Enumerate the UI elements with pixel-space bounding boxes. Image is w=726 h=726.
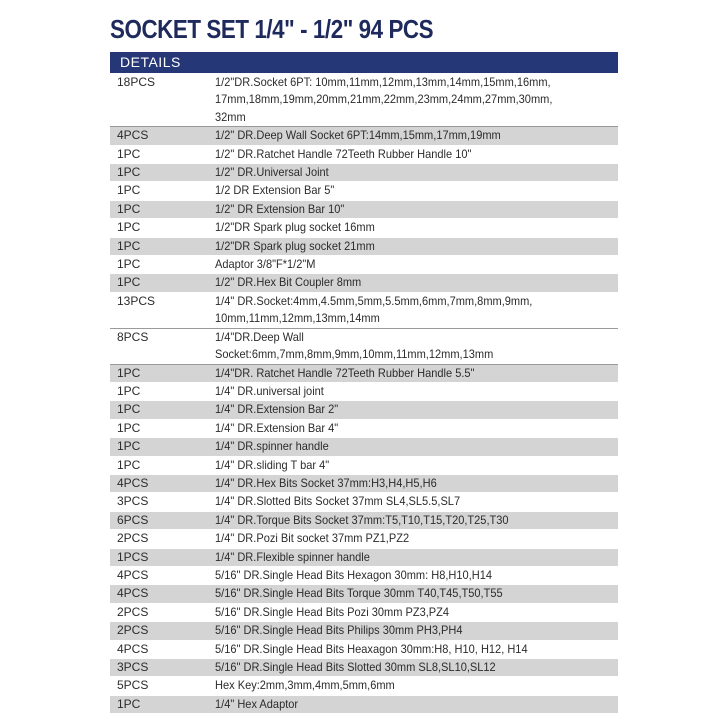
- table-row: [110, 549, 618, 567]
- row-description: Hex Key:2mm,3mm,4mm,5mm,6mm: [215, 678, 395, 693]
- row-quantity: 18PCS: [117, 75, 156, 89]
- row-quantity: 4PCS: [117, 641, 149, 656]
- details-table: [110, 74, 618, 714]
- row-quantity: 1PC: [117, 696, 141, 711]
- row-quantity: 2PCS: [117, 531, 149, 546]
- row-quantity: 2PCS: [117, 604, 149, 619]
- table-row: [110, 74, 618, 127]
- details-header: DETAILS: [110, 52, 618, 73]
- row-quantity: 1PC: [117, 402, 141, 417]
- row-quantity: 8PCS: [117, 329, 149, 344]
- table-row: [110, 438, 618, 456]
- table-row: [110, 512, 618, 530]
- table-row: [110, 164, 618, 182]
- row-description: 1/2" DR.Universal Joint: [215, 165, 329, 180]
- table-row: [110, 383, 618, 401]
- row-description: 1/4" DR.spinner handle: [215, 439, 329, 454]
- row-description: 5/16" DR.Single Head Bits Torque 30mm T40,T45,T50,T55: [215, 586, 503, 601]
- table-row: [110, 420, 618, 438]
- row-description: 1/4" DR.Extension Bar 4": [215, 420, 339, 435]
- row-quantity: 5PCS: [117, 678, 149, 693]
- table-row: [110, 146, 618, 164]
- table-row: [110, 677, 618, 695]
- row-quantity: 1PC: [117, 183, 141, 198]
- table-row: [110, 604, 618, 622]
- row-description: 1/4" DR.Socket:4mm,4.5mm,5mm,5.5mm,6mm,7mm,8mm,9mm, 10mm,11mm,12mm,13mm,14mm: [215, 293, 533, 326]
- row-quantity: 4PCS: [117, 567, 149, 582]
- row-description: 1/4" DR.Torque Bits Socket 37mm:T5,T10,T15,T20,T25,T30: [215, 512, 509, 527]
- table-row: [110, 274, 618, 292]
- row-description: 1/2" DR Extension Bar 10": [215, 201, 345, 216]
- row-description: 5/16" DR.Single Head Bits Hexagon 30mm: H8,H10,H14: [215, 567, 492, 582]
- row-quantity: 4PCS: [117, 586, 149, 601]
- row-description: 1/2" DR.Deep Wall Socket 6PT:14mm,15mm,17mm,19mm: [215, 128, 501, 143]
- row-description: 5/16" DR.Single Head Bits Philips 30mm PH3,PH4: [215, 623, 463, 638]
- table-row: [110, 219, 618, 237]
- row-description: 1/2" DR.Hex Bit Coupler 8mm: [215, 275, 362, 290]
- row-description: 1/4" DR.Pozi Bit socket 37mm PZ1,PZ2: [215, 531, 410, 546]
- row-description: 1/4" DR.Slotted Bits Socket 37mm SL4,SL5.5,SL7: [215, 494, 461, 509]
- table-row: [110, 641, 618, 659]
- row-quantity: 1PCS: [117, 549, 149, 564]
- row-quantity: 2PCS: [117, 623, 149, 638]
- table-row: [110, 365, 618, 383]
- row-description: 1/4" DR.Flexible spinner handle: [215, 549, 370, 564]
- row-quantity: 1PC: [117, 165, 141, 180]
- table-row: [110, 329, 618, 365]
- row-quantity: 1PC: [117, 201, 141, 216]
- table-row: [110, 659, 618, 677]
- table-row: [110, 201, 618, 219]
- row-quantity: 3PCS: [117, 494, 149, 509]
- row-description: 1/4" DR.universal joint: [215, 383, 324, 398]
- row-description: Adaptor 3/8"F*1/2"M: [215, 257, 316, 272]
- table-row: [110, 182, 618, 200]
- row-quantity: 4PCS: [117, 475, 149, 490]
- row-description: 1/2"DR.Socket 6PT: 10mm,11mm,12mm,13mm,14mm,15mm,16mm, 17mm,18mm,19mm,20mm,21mm,22mm,23mm,24mm,27mm,30mm, 32mm: [215, 75, 553, 124]
- row-description: 1/4" DR.Hex Bits Socket 37mm:H3,H4,H5,H6: [215, 475, 437, 490]
- row-quantity: 1PC: [117, 238, 141, 253]
- row-quantity: 4PCS: [117, 128, 149, 143]
- row-quantity: 1PC: [117, 420, 141, 435]
- row-description: 5/16" DR.Single Head Bits Slotted 30mm SL8,SL10,SL12: [215, 660, 496, 674]
- page-title: SOCKET SET 1/4" - 1/2" 94 PCS: [110, 14, 434, 44]
- row-description: 1/2 DR Extension Bar 5": [215, 183, 335, 198]
- row-description: 1/4" Hex Adaptor: [215, 696, 299, 711]
- row-quantity: 1PC: [117, 439, 141, 454]
- row-quantity: 1PC: [117, 275, 141, 290]
- table-row: [110, 475, 618, 493]
- row-quantity: 1PC: [117, 257, 141, 272]
- table-row: [110, 293, 618, 329]
- table-row: [110, 696, 618, 714]
- row-description: 1/2"DR Spark plug socket 16mm: [215, 220, 375, 235]
- table-row: [110, 493, 618, 511]
- row-quantity: 1PC: [117, 365, 141, 380]
- row-quantity: 1PC: [117, 457, 141, 472]
- row-description: 1/2"DR Spark plug socket 21mm: [215, 238, 375, 253]
- row-quantity: 1PC: [117, 146, 141, 161]
- row-description: 1/4" DR.Extension Bar 2": [215, 402, 339, 417]
- row-description: 1/4"DR. Ratchet Handle 72Teeth Rubber Handle 5.5": [215, 365, 475, 380]
- row-quantity: 6PCS: [117, 512, 149, 527]
- table-row: [110, 127, 618, 145]
- table-row: [110, 457, 618, 475]
- row-description: 1/2" DR.Ratchet Handle 72Teeth Rubber Handle 10": [215, 146, 472, 161]
- table-row: [110, 567, 618, 585]
- table-row: [110, 530, 618, 548]
- table-row: [110, 401, 618, 419]
- table-row: [110, 238, 618, 256]
- table-row: [110, 622, 618, 640]
- row-description: 5/16" DR.Single Head Bits Pozi 30mm PZ3,PZ4: [215, 604, 450, 619]
- row-quantity: 3PCS: [117, 660, 149, 674]
- row-description: 1/4" DR.sliding T bar 4": [215, 457, 330, 472]
- row-quantity: 1PC: [117, 220, 141, 235]
- row-quantity: 1PC: [117, 383, 141, 398]
- row-description: 1/4"DR.Deep Wall Socket:6mm,7mm,8mm,9mm,10mm,11mm,12mm,13mm: [215, 329, 494, 362]
- table-row: [110, 585, 618, 603]
- row-description: 5/16" DR.Single Head Bits Heaxagon 30mm:H8, H10, H12, H14: [215, 641, 528, 656]
- table-row: [110, 256, 618, 274]
- row-quantity: 13PCS: [117, 293, 156, 308]
